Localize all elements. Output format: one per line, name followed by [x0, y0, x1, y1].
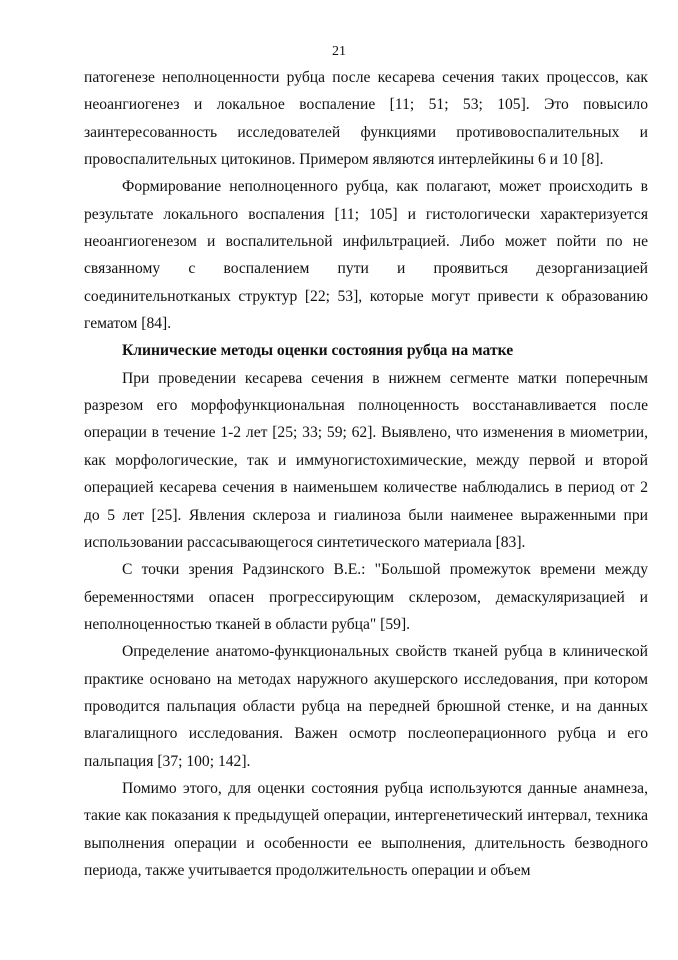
- paragraph-6: Помимо этого, для оценки состояния рубца используются данные анамнеза, такие как показания к предыдущей операции, интергенетический интервал, техника выполнения операции и особенности ее выполнения, длительность безводного периода, также учитывается продолжительность операции и объем: [84, 779, 648, 879]
- paragraph-4: С точки зрения Радзинского В.Е.: "Большой промежуток времени между беременностями опасен прогрессирующим склерозом, демаскуляризацией и неполноценностью тканей в области рубца" [59].: [84, 561, 648, 633]
- section-heading: Клинические методы оценки состояния рубца на матке: [122, 342, 514, 360]
- paragraph-2: Формирование неполноценного рубца, как полагают, может происходить в результате локального воспаления [11; 105] и гистологически характеризуется неоангиогенезом и воспалительной инфильтрацией. Либо может пойти по не связанному с воспалением пути и проявиться дезорганизацией соединительнотканых структур [22; 53], которые могут привести к образованию гематом [84].: [84, 178, 648, 333]
- text-body: [84, 64, 648, 884]
- paragraph-5: Определение анатомо-функциональных свойств тканей рубца в клинической практике основано на методах наружного акушерского исследования, при котором проводится пальпация области рубца на передней брюшной стенке, и на данных влагалищного исследования. Важен осмотр послеоперационного рубца и его пальпация [37; 100; 142].: [84, 643, 648, 770]
- paragraph-1: патогенезе неполноценности рубца после кесарева сечения таких процессов, как неоангиогенез и локальное воспаление [11; 51; 53; 105]. Это повысило заинтересованность исследователей функциями противовоспалительных и провоспалительных цитокинов. Примером являются интерлейкины 6 и 10 [8].: [84, 69, 648, 169]
- paragraph-3: При проведении кесарева сечения в нижнем сегменте матки поперечным разрезом его морфофункциональная полноценность восстанавливается после операции в течение 1-2 лет [25; 33; 59; 62]. Выявлено, что изменения в миометрии, как морфологические, так и иммуногистохимические, между первой и второй операцией кесарева сечения в наименьшем количестве наблюдались в период от 2 до 5 лет [25]. Явления склероза и гиалиноза были наименее выраженными при использовании рассасывающегося синтетического материала [83].: [84, 369, 648, 551]
- page-number: 21: [332, 44, 346, 59]
